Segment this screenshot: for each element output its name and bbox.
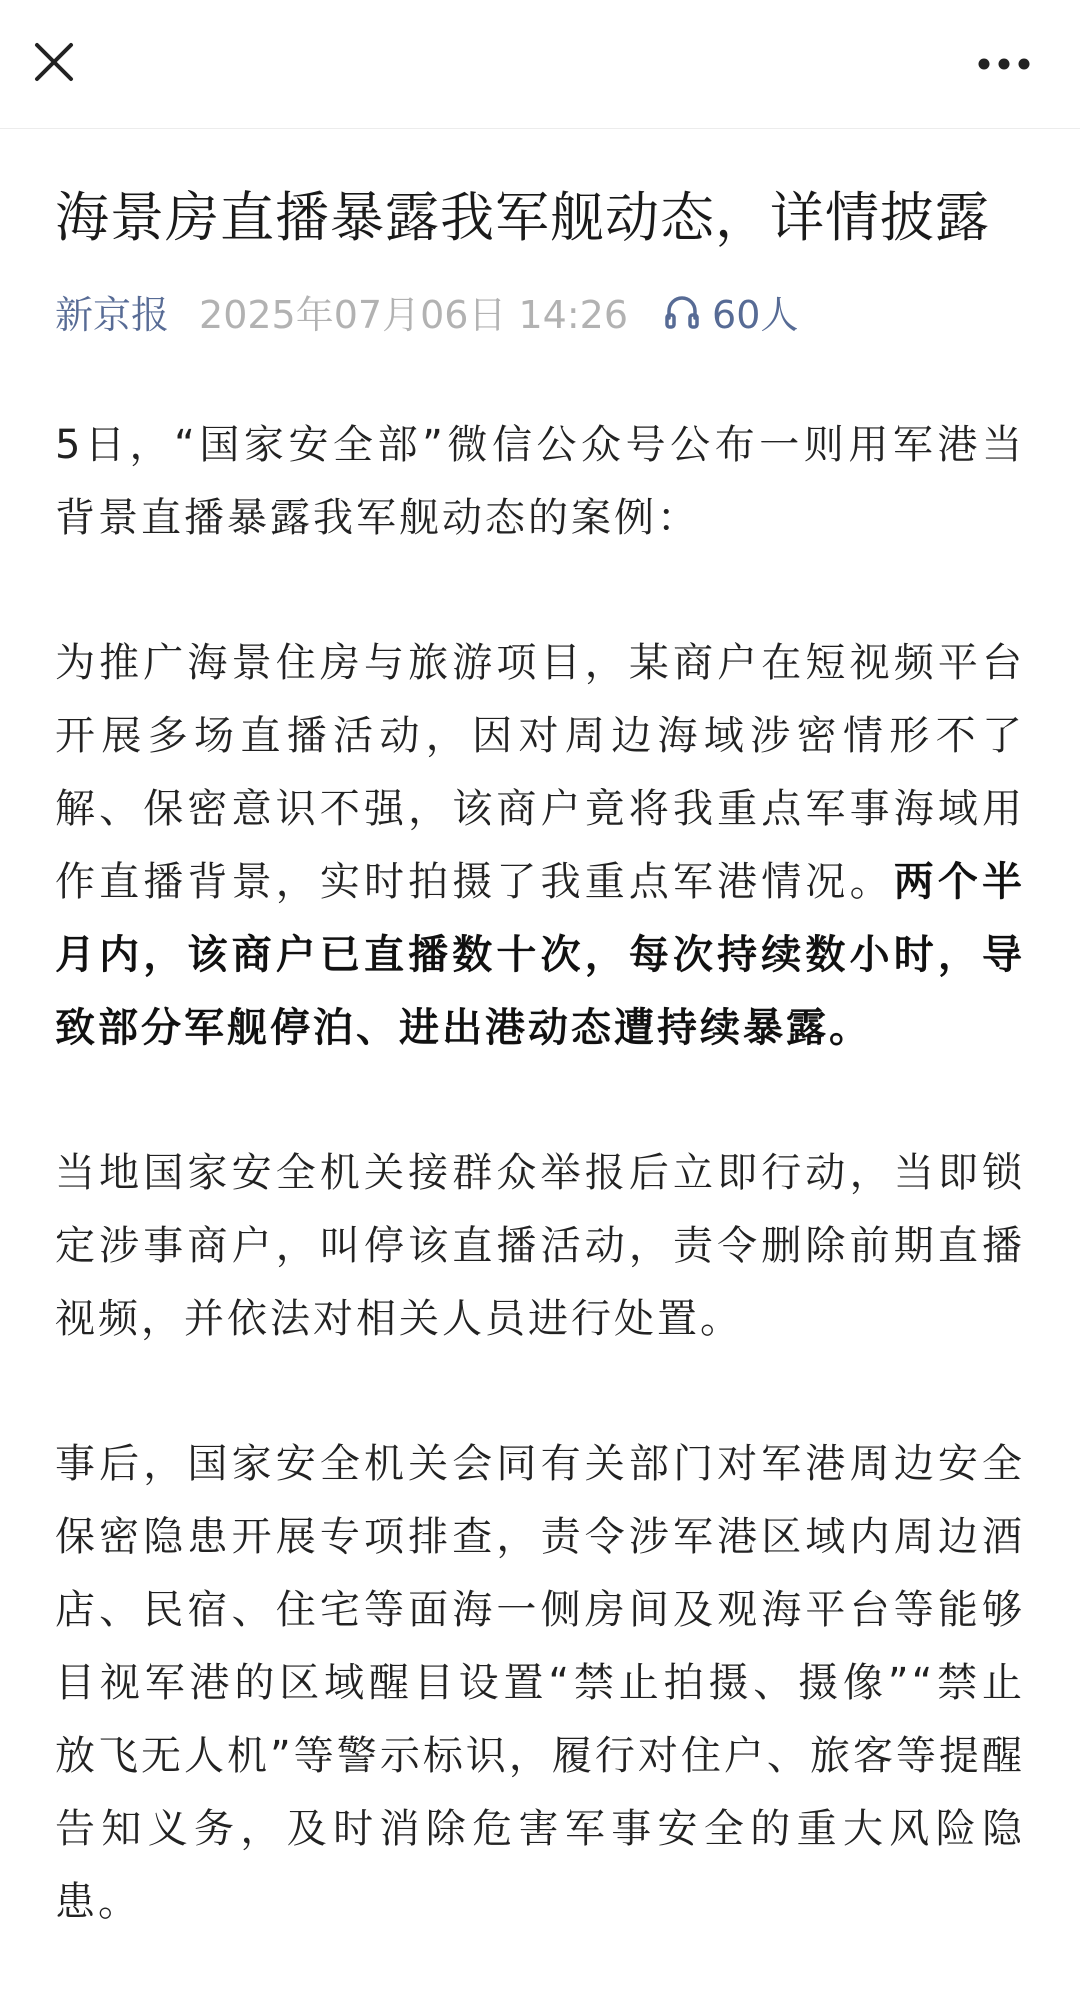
paragraph-3	[55, 1137, 1025, 1356]
paragraph-bold-text: 两个半月内，该商户已直播数十次，每次持续数小时，导致部分军舰停泊、进出港动态遭持续暴露。	[55, 859, 1026, 1051]
close-icon	[28, 36, 80, 88]
paragraph-1	[55, 409, 1025, 555]
more-dots-icon	[968, 40, 1040, 84]
article-meta	[55, 281, 1025, 341]
headphones-icon	[662, 291, 702, 331]
paragraph-text: 为推广海景住房与旅游项目，某商户在短视频平台开展多场直播活动，因对周边海域涉密情形不了解、保密意识不强，该商户竟将我重点军事海域用作直播背景，实时拍摄了我重点军港情况。	[55, 640, 1025, 905]
close-button[interactable]	[28, 36, 80, 88]
paragraph-4	[55, 1428, 1025, 1939]
paragraph-text: 5日，“国家安全部”微信公众号公布一则用军港当背景直播暴露我军舰动态的案例：	[55, 422, 1025, 541]
top-toolbar	[0, 0, 1080, 129]
paragraph-text: 当地国家安全机关接群众举报后立即行动，当即锁定涉事商户，叫停该直播活动，责令删除前期直播视频，并依法对相关人员进行处置。	[55, 1150, 1025, 1342]
publish-datetime: 2025年07月06日 14:26	[199, 292, 629, 337]
article	[55, 178, 1025, 2011]
paragraph-text: 事后，国家安全机关会同有关部门对军港周边安全保密隐患开展专项排查，责令涉军港区域内周边酒店、民宿、住宅等面海一侧房间及观海平台等能够目视军港的区域醒目设置“禁止拍摄、摄像”“禁止放飞无人机”等警示标识，履行对住户、旅客等提醒告知义务，及时消除危害军事安全的重大风险隐患。	[55, 1441, 1025, 1925]
article-body	[55, 409, 1025, 1939]
article-title: 海景房直播暴露我军舰动态，详情披露	[55, 186, 990, 249]
listen-count: 60人	[712, 292, 799, 337]
more-options-button[interactable]	[968, 40, 1040, 84]
listen-button[interactable]	[662, 284, 798, 339]
paragraph-2	[55, 627, 1025, 1065]
source-link[interactable]: 新京报	[55, 292, 170, 337]
